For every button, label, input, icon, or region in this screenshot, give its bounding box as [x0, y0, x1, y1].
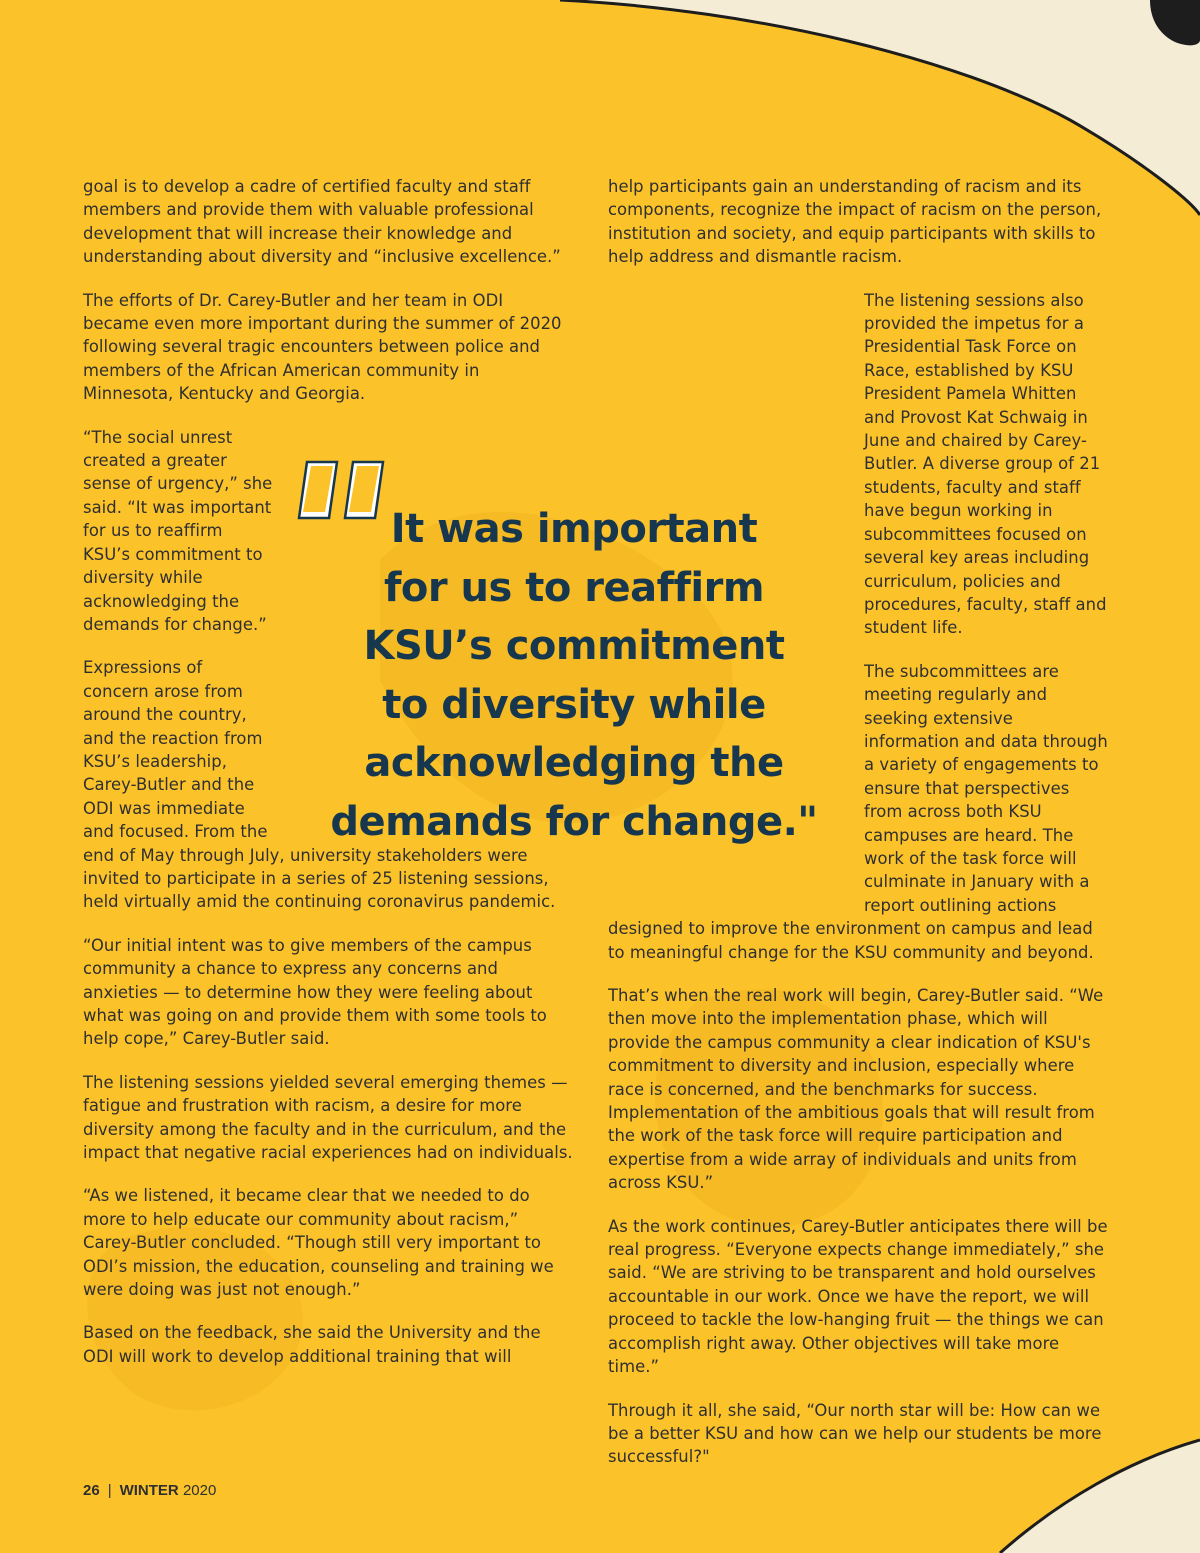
right-paragraph-3: The subcommittees are meeting regularly and seeking extensive information and data through a variety of engagements to ensure that perspectives from across both KSU campuses are heard. The work of the task force will culminate in January with a report outlining actions designed to improve the environment on campus and lead to meaningful change for the KSU community and beyond. — [608, 661, 1108, 962]
left-paragraph-8: Based on the feedback, she said the University and the ODI will work to develop additional training that will — [83, 1323, 541, 1366]
left-paragraph-5: “Our initial intent was to give members of the campus community a chance to express any concerns and anxieties — to determine how they were feeling about what was going on and provide them with some tools to help cope,” Carey-Butler said. — [83, 935, 547, 1049]
pull-quote-line: KSU’s commitment — [363, 623, 785, 669]
left-paragraph-7: “As we listened, it became clear that we needed to do more to help educate our community about racism,” Carey-Butler concluded. “Though still very important to ODI’s mission, the education, counseling and training we were doing was just not enough.” — [83, 1186, 554, 1300]
footer-season: WINTER — [119, 1482, 179, 1499]
left-paragraph-1: goal is to develop a cadre of certified faculty and staff members and provide them with valuable professional development that will increase their knowledge and understanding about diversity and “inclusive excellence.” — [83, 177, 561, 267]
footer-separator: | — [107, 1482, 112, 1499]
pull-quote-line: to diversity while — [382, 681, 766, 728]
right-paragraph-5: As the work continues, Carey-Butler anticipates there will be real progress. “Everyone expects change immediately,” she said. “We are striving to be transparent and hold ourselves accountable in our work. Once we have the report, we will proceed to tackle the low-hanging fruit — the things we can accomplish right away. Other objectives will take more time.” — [608, 1216, 1108, 1377]
pull-quote-line: demands for change." — [330, 798, 818, 845]
pull-quote-line: acknowledging the — [364, 740, 784, 786]
right-paragraph-6: Through it all, she said, “Our north star will be: How can we be a better KSU and how can we help our students be more successful?" — [608, 1400, 1102, 1467]
left-paragraph-2: The efforts of Dr. Carey-Butler and her team in ODI became even more important during the summer of 2020 following several tragic encounters between police and members of the African American community in Minnesota, Kentucky and Georgia. — [83, 290, 562, 404]
left-paragraph-3: “The social unrest created a greater sense of urgency,” she said. “It was important for us to reaffirm KSU’s commitment to diversity while acknowledging the demands for change.” — [83, 427, 273, 634]
left-paragraph-4: Expressions of concern arose from around the country, and the reaction from KSU’s leadership, Carey-Butler and the ODI was immediate and focused. From the end of May through July, university stakeholders were invited to participate in a series of 25 listening sessions, held virtually amid the continuing coronavirus pandemic. — [83, 658, 556, 912]
pull-quote-line: for us to reaffirm — [383, 564, 765, 611]
right-paragraph-4: That’s when the real work will begin, Carey-Butler said. “We then move into the implementation phase, which will provide the campus community a clear indication of KSU's commitment to diversity and inclusion, especially where race is concerned, and the benchmarks for success. Implementation of the ambitious goals that will result from the work of the task force will require participation and expertise from a wide array of individuals and units from across KSU.” — [608, 986, 1104, 1193]
left-paragraph-6: The listening sessions yielded several emerging themes — fatigue and frustration with racism, a desire for more diversity among the faculty and in the curriculum, and the impact that negative racial experiences had on individuals. — [83, 1072, 573, 1163]
pull-quote — [300, 500, 848, 851]
page-number: 26 — [83, 1482, 100, 1499]
footer-year: 2020 — [182, 1482, 217, 1499]
right-paragraph-2: The listening sessions also provided the impetus for a Presidential Task Force on Race, established by KSU President Pamela Whitten and Provost Kat Schwaig in June and chaired by Carey-Butler. A diverse group of 21 students, faculty and staff have begun working in subcommittees focused on several key areas including curriculum, policies and procedures, faculty, staff and student life. — [864, 290, 1107, 638]
page-footer — [83, 1482, 216, 1499]
pull-quote-line: It was important — [390, 506, 758, 552]
right-paragraph-1: help participants gain an understanding of racism and its components, recognize the impact of racism on the person, institution and society, and equip participants with skills to help address and dismantle racism. — [608, 177, 1102, 267]
